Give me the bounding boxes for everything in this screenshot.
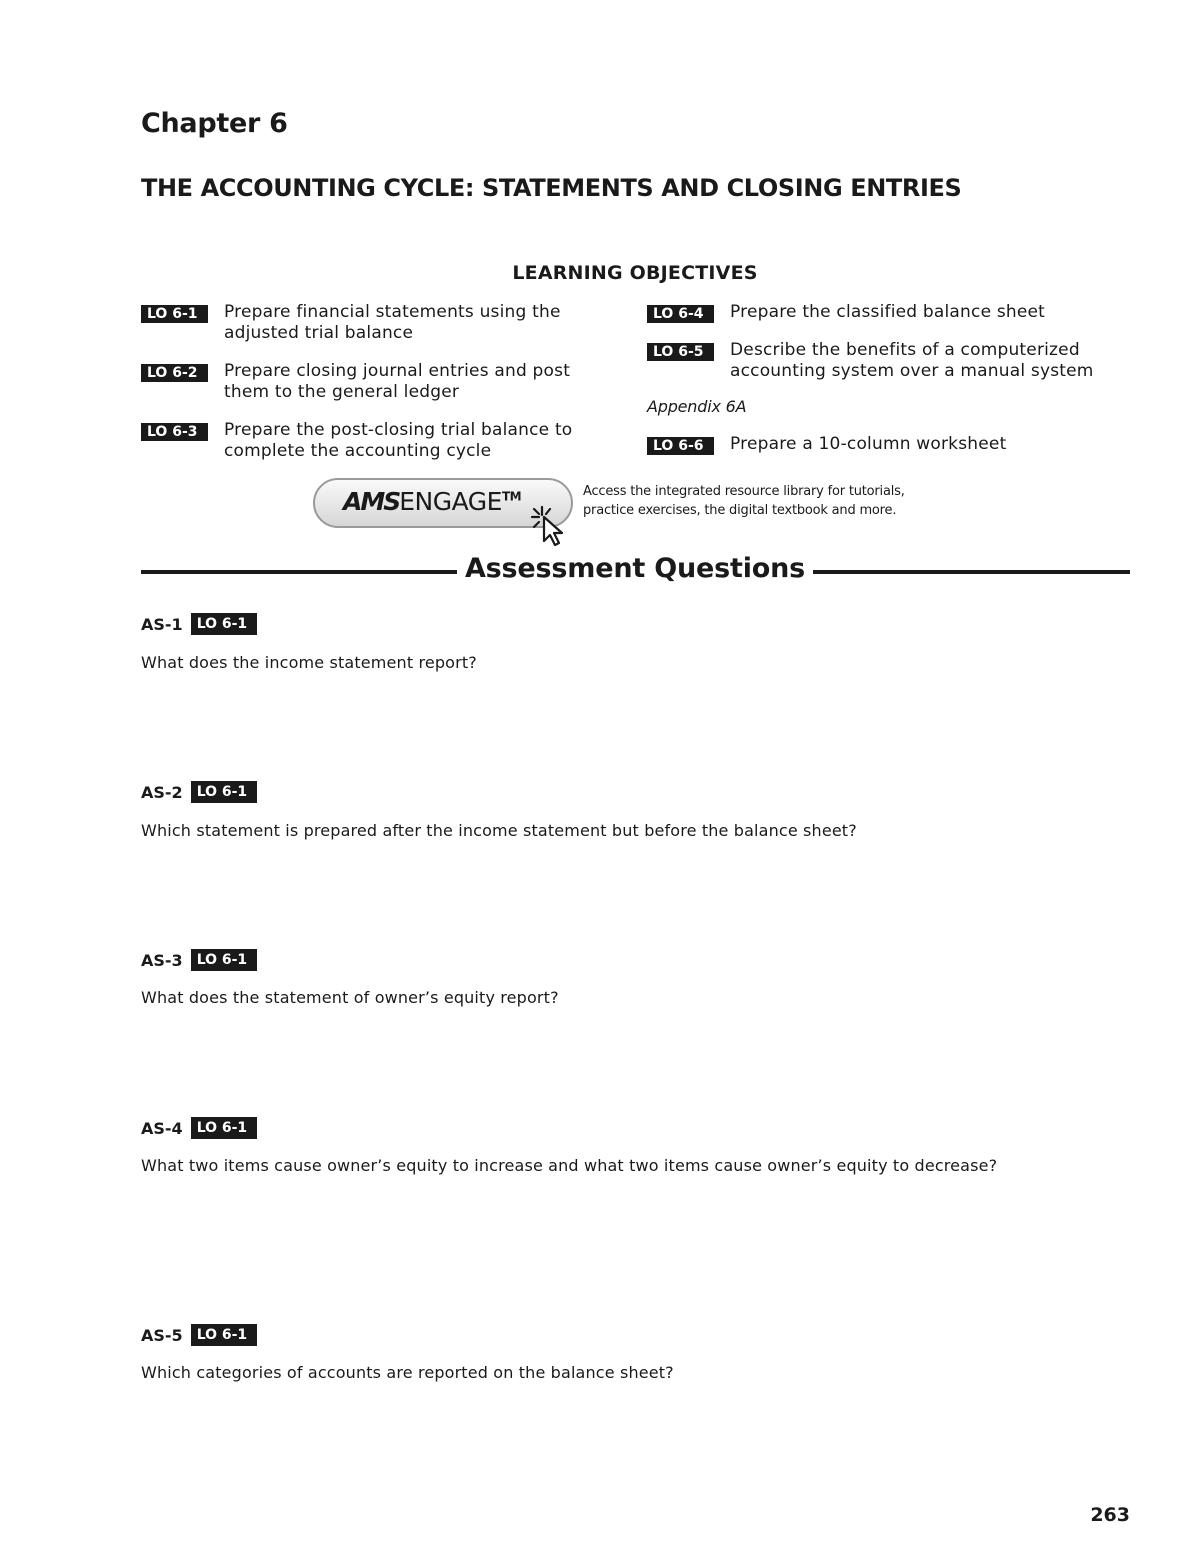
- question-text: Which categories of accounts are reported on the balance sheet?: [141, 1363, 674, 1382]
- objective-badge: LO 6-3: [141, 423, 208, 441]
- section-rule-right: [813, 570, 1130, 574]
- question-label: AS-3: [141, 950, 183, 970]
- objective-lo-6-4: [647, 302, 1045, 323]
- objective-badge: LO 6-2: [141, 364, 208, 382]
- objective-text: Prepare a 10-column worksheet: [730, 434, 1007, 454]
- objective-badge: LO 6-5: [647, 343, 714, 361]
- objective-text: [224, 361, 570, 403]
- question-badge: LO 6-1: [191, 1117, 257, 1139]
- objective-badge: LO 6-1: [141, 305, 208, 323]
- objective-line: them to the general ledger: [224, 382, 460, 402]
- engage-note: [583, 482, 943, 520]
- objective-text: Prepare the classified balance sheet: [730, 302, 1046, 322]
- objective-line: Prepare the post-closing trial balance to: [224, 420, 573, 440]
- objective-lo-6-2: [141, 361, 570, 403]
- question-text: Which statement is prepared after the income statement but before the balance sheet?: [141, 821, 857, 840]
- objective-lo-6-3: [141, 420, 572, 462]
- engage-logo: [343, 487, 521, 516]
- chapter-title: THE ACCOUNTING CYCLE: STATEMENTS AND CLOSING ENTRIES: [141, 174, 962, 202]
- engage-logo-tm: TM: [501, 489, 522, 504]
- chapter-label: Chapter 6: [141, 108, 288, 139]
- objective-line: complete the accounting cycle: [224, 441, 492, 461]
- question-text: What two items cause owner’s equity to increase and what two items cause owner’s equity to decrease?: [141, 1156, 998, 1175]
- section-rule-left: [141, 570, 457, 574]
- question-label: AS-4: [141, 1118, 183, 1138]
- question-header-as-5: [141, 1324, 257, 1346]
- question-badge: LO 6-1: [191, 949, 257, 971]
- engage-note-line: Access the integrated resource library for tutorials,: [583, 484, 905, 499]
- engage-logo-ams: AMS: [343, 487, 400, 516]
- objective-text: [224, 302, 561, 344]
- objective-text: [224, 420, 572, 462]
- question-label: AS-2: [141, 782, 183, 802]
- question-badge: LO 6-1: [191, 781, 257, 803]
- question-text: What does the statement of owner’s equity report?: [141, 988, 559, 1007]
- question-text: What does the income statement report?: [141, 653, 477, 672]
- objective-line: Describe the benefits of a computerized: [730, 340, 1080, 360]
- objective-line: Prepare financial statements using the: [224, 302, 561, 322]
- objective-badge: LO 6-4: [647, 305, 714, 323]
- cursor-click-icon: [530, 503, 582, 547]
- objective-line: adjusted trial balance: [224, 323, 414, 343]
- section-title: Assessment Questions: [464, 553, 806, 584]
- question-badge: LO 6-1: [191, 1324, 257, 1346]
- question-label: AS-5: [141, 1325, 183, 1345]
- objective-lo-6-5: [647, 340, 1094, 382]
- question-header-as-1: [141, 613, 257, 635]
- appendix-label: Appendix 6A: [647, 397, 747, 416]
- engage-logo-word: ENGAGE: [399, 487, 502, 516]
- objective-lo-6-1: [141, 302, 561, 344]
- engage-note-line: practice exercises, the digital textbook and more.: [583, 503, 897, 518]
- objective-text: [730, 340, 1094, 382]
- objective-line: accounting system over a manual system: [730, 361, 1094, 381]
- question-label: AS-1: [141, 614, 183, 634]
- learning-objectives-heading: LEARNING OBJECTIVES: [512, 262, 758, 284]
- question-header-as-3: [141, 949, 257, 971]
- page-number: 263: [1090, 1504, 1130, 1526]
- objective-line: Prepare closing journal entries and post: [224, 361, 571, 381]
- objective-lo-6-6: [647, 434, 1006, 455]
- question-header-as-2: [141, 781, 257, 803]
- question-header-as-4: [141, 1117, 257, 1139]
- question-badge: LO 6-1: [191, 613, 257, 635]
- objective-badge: LO 6-6: [647, 437, 714, 455]
